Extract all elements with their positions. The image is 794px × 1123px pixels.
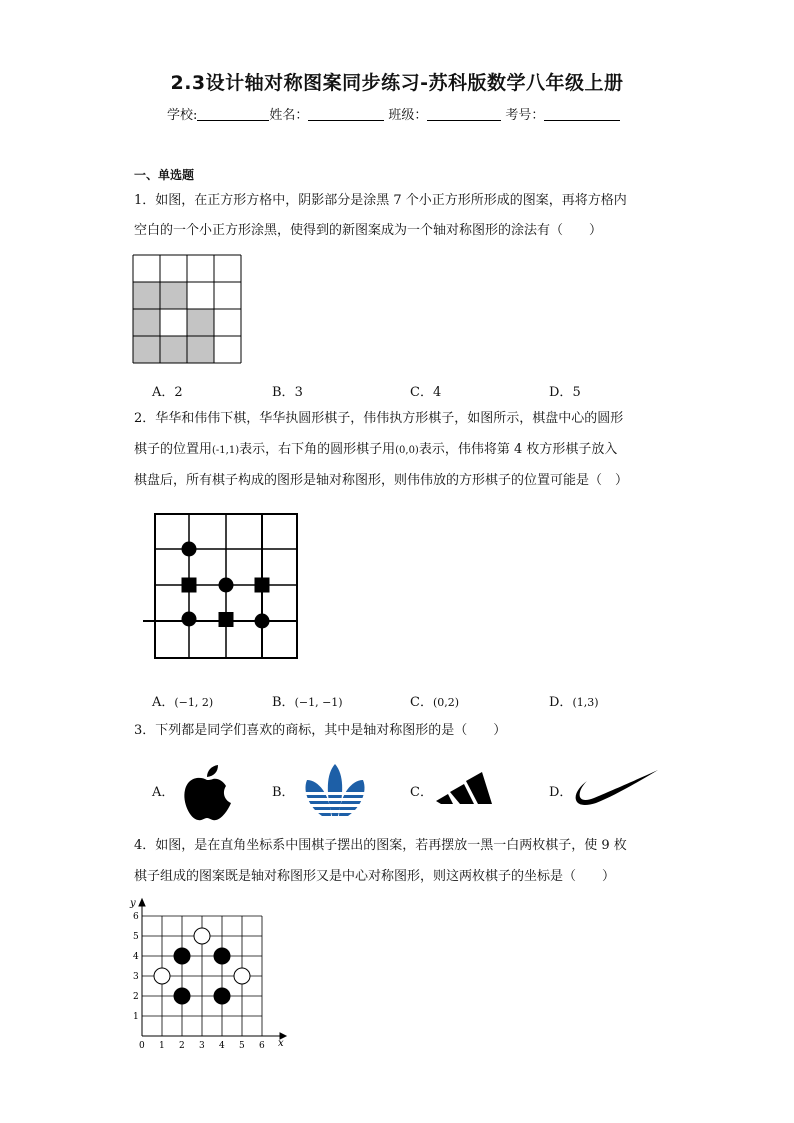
q2-option-d[interactable]: D．(1,3) bbox=[549, 695, 599, 710]
q1-shaded-cells bbox=[133, 282, 214, 363]
q2-board-figure bbox=[143, 512, 303, 662]
y-tick-labels bbox=[133, 912, 139, 1022]
x-tick-label: 6 bbox=[259, 1041, 265, 1051]
y-tick-label: 2 bbox=[133, 992, 139, 1002]
y-tick-label: 3 bbox=[133, 972, 139, 982]
q4-line2: 棋子组成的图案既是轴对称图形又是中心对称图形，则这两枚棋子的坐标是（ ） bbox=[134, 869, 616, 884]
round-piece bbox=[219, 578, 234, 593]
name-blank[interactable] bbox=[308, 108, 384, 121]
name-label: 姓名： bbox=[269, 108, 309, 123]
shaded-cell bbox=[160, 282, 187, 309]
coord-center: (-1,1) bbox=[212, 445, 240, 456]
q3-line1: 3．下列都是同学们喜欢的商标，其中是轴对称图形的是（ ） bbox=[134, 723, 507, 738]
white-stone bbox=[154, 968, 170, 984]
black-stone bbox=[214, 988, 230, 1004]
q1-option-a[interactable]: A．2 bbox=[152, 385, 183, 400]
white-stone bbox=[234, 968, 250, 984]
class-label: 班级： bbox=[388, 108, 428, 123]
page-title: 2.3设计轴对称图案同步练习-苏科版数学八年级上册 bbox=[170, 72, 624, 94]
q4-line1: 4．如图，是在直角坐标系中围棋子摆出的图案，若再摆放一黑一白两枚棋子，使 9 枚 bbox=[134, 838, 627, 853]
shaded-cell bbox=[160, 336, 187, 363]
q1-grid-figure bbox=[133, 255, 243, 365]
shaded-cell bbox=[187, 309, 214, 336]
school-label: 学校: bbox=[167, 108, 198, 123]
student-info-line bbox=[167, 104, 620, 123]
round-piece bbox=[182, 542, 197, 557]
square-piece bbox=[255, 578, 270, 593]
x-tick-label: 2 bbox=[179, 1041, 185, 1051]
q3-option-a[interactable]: A． bbox=[152, 785, 175, 800]
square-piece bbox=[219, 612, 234, 627]
q3-option-b[interactable]: B． bbox=[272, 785, 295, 800]
q2-option-c[interactable]: C．(0,2) bbox=[410, 695, 460, 710]
q1-option-c[interactable]: C．4 bbox=[410, 385, 442, 400]
x-tick-label: 4 bbox=[219, 1041, 225, 1051]
black-stone bbox=[174, 988, 190, 1004]
shaded-cell bbox=[133, 282, 160, 309]
x-tick-label: 1 bbox=[159, 1041, 165, 1051]
swoosh-logo-icon bbox=[574, 768, 660, 808]
q1-option-b[interactable]: B．3 bbox=[272, 385, 303, 400]
q2-option-a[interactable]: A．(−1, 2) bbox=[152, 695, 214, 710]
q1-line2: 空白的一个小正方形涂黑，使得到的新图案成为一个轴对称图形的涂法有（ ） bbox=[134, 223, 603, 238]
number-blank[interactable] bbox=[544, 108, 620, 121]
x-tick-label: 0 bbox=[139, 1041, 145, 1051]
y-tick-label: 5 bbox=[133, 932, 139, 942]
y-axis-label: y bbox=[130, 898, 136, 909]
y-tick-label: 6 bbox=[133, 912, 139, 922]
black-stone bbox=[214, 948, 230, 964]
x-tick-labels bbox=[139, 1041, 265, 1051]
section-heading: 一、单选题 bbox=[134, 168, 195, 182]
round-piece bbox=[255, 614, 270, 629]
square-piece bbox=[182, 578, 197, 593]
white-stone bbox=[194, 928, 210, 944]
shaded-cell bbox=[133, 309, 160, 336]
black-stone bbox=[174, 948, 190, 964]
y-tick-label: 4 bbox=[133, 952, 139, 962]
number-label: 考号： bbox=[505, 108, 545, 123]
coord-corner: (0,0) bbox=[395, 445, 419, 456]
trefoil-logo-icon bbox=[298, 762, 372, 818]
x-tick-label: 5 bbox=[239, 1041, 245, 1051]
q2-line1: 2．华华和伟伟下棋，华华执圆形棋子，伟伟执方形棋子，如图所示，棋盘中心的圆形 bbox=[134, 411, 624, 426]
apple-logo-icon bbox=[178, 764, 236, 822]
q3-option-d[interactable]: D． bbox=[549, 785, 573, 800]
q3-option-c[interactable]: C． bbox=[410, 785, 433, 800]
q4-coordinate-figure bbox=[128, 896, 288, 1052]
y-tick-label: 1 bbox=[133, 1012, 139, 1022]
q2-option-b[interactable]: B．(−1, −1) bbox=[272, 695, 343, 710]
class-blank[interactable] bbox=[427, 108, 501, 121]
q2-line3: 棋盘后，所有棋子构成的图形是轴对称图形，则伟伟放的方形棋子的位置可能是（ ） bbox=[134, 473, 629, 488]
q1-line1: 1．如图，在正方形方格中，阴影部分是涂黑 7 个小正方形所形成的图案，再将方格内 bbox=[134, 193, 627, 208]
x-tick-label: 3 bbox=[199, 1041, 205, 1051]
q2-line2: 棋子的位置用(-1,1)表示，右下角的圆形棋子用(0,0)表示，伟伟将第 4 枚方形棋子放入 bbox=[134, 442, 618, 457]
round-piece bbox=[182, 612, 197, 627]
x-axis-label: x bbox=[278, 1038, 284, 1049]
shaded-cell bbox=[133, 336, 160, 363]
three-stripes-logo-icon bbox=[434, 768, 494, 808]
q1-option-d[interactable]: D．5 bbox=[549, 385, 581, 400]
shaded-cell bbox=[187, 336, 214, 363]
school-blank[interactable] bbox=[197, 108, 269, 121]
